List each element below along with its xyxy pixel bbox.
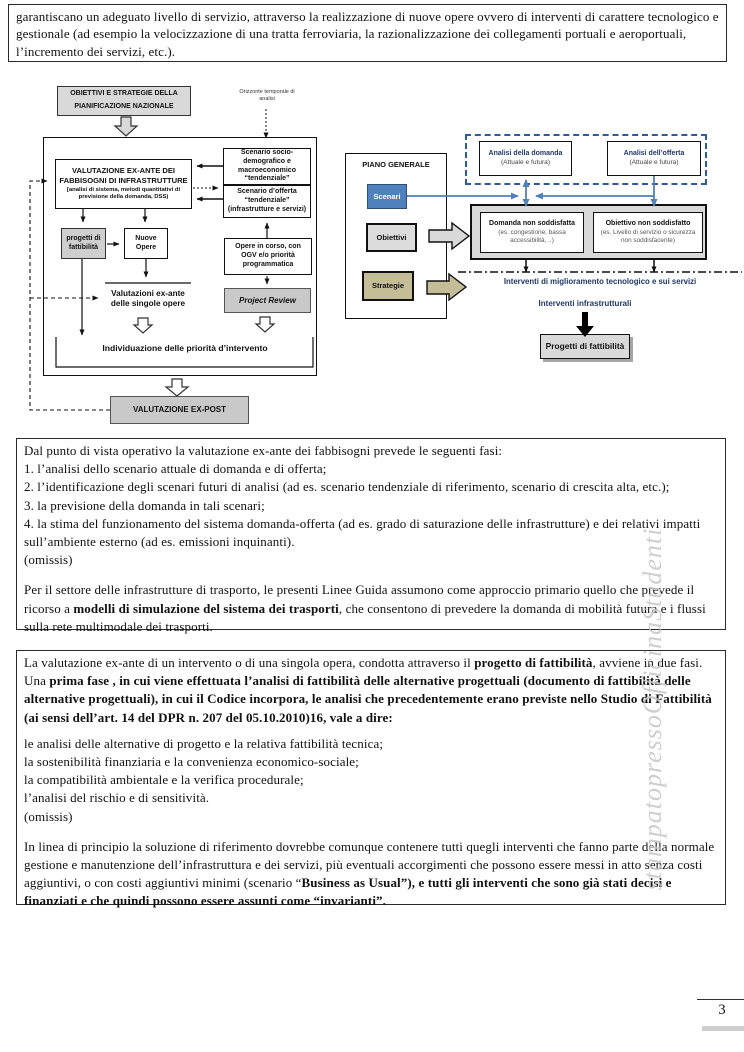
watermark-text: stampatopressoOfficinaStudenti bbox=[638, 527, 667, 891]
tech-service-improvements-label: Interventi di miglioramento tecnologico e sui servizi bbox=[503, 277, 697, 287]
feasibility-text-box bbox=[16, 650, 726, 909]
intro-text-box bbox=[8, 4, 727, 62]
unsatisfied-objective-title: Obiettivo non soddisfatto bbox=[605, 220, 691, 228]
paragraph: 2. l’identificazione degli scenari futuri di analisi (ad es. scenario tendenziale di riferimento, scenario di crescita alta, etc.); bbox=[24, 479, 670, 495]
paragraph: 3. la previsione della domanda in tali scenari; bbox=[24, 497, 265, 513]
paragraph: le analisi delle alternative di progetto e la relativa fattibilità tecnica; bbox=[24, 735, 384, 751]
scenario-socio-box: Scenario socio-demografico e macroeconomico “tendenziale” bbox=[223, 148, 311, 185]
priority-identification-label: Individuazione delle priorità d’intervento bbox=[102, 343, 268, 354]
time-horizon-label: Orizzonte temporale di analisi bbox=[239, 89, 295, 102]
scenarios-box: Scenari bbox=[367, 184, 407, 209]
unsatisfied-demand-box bbox=[480, 212, 584, 253]
demand-analysis-box bbox=[479, 141, 572, 176]
ex-ante-title: VALUTAZIONE EX-ANTE DEI FABBISOGNI DI INFRASTRUTTURE bbox=[59, 166, 188, 185]
block-arrow-down-title-icon bbox=[115, 117, 137, 136]
intro-paragraph: garantiscano un adeguato livello di servizio, attraverso la realizzazione di nuove opere ovvero di interventi di carattere tecnologico e gestionale (ad esempio la velocizzazione di una tratta ferroviaria, la razionalizzazione dei collegamenti portuali e aeroportuali, l’incremento dei servizi, etc.). bbox=[16, 9, 719, 59]
page-number: 3 bbox=[718, 1002, 726, 1018]
demand-analysis-subtitle: (Attuale e futura) bbox=[500, 158, 551, 166]
unsatisfied-objective-box bbox=[593, 212, 703, 253]
paragraph: 1. l’analisi dello scenario attuale di domanda e di offerta; bbox=[24, 461, 327, 477]
footer-shading bbox=[702, 1026, 744, 1031]
objectives-strategies-box bbox=[57, 86, 191, 116]
single-works-evaluation-label: Valutazioni ex-ante delle singole opere bbox=[110, 288, 186, 308]
paragraph: (omissis) bbox=[24, 808, 73, 824]
feasibility-projects-box: progetti di fattibilità bbox=[61, 228, 106, 259]
supply-analysis-subtitle: (Attuale e futura) bbox=[629, 158, 679, 166]
objectives-line1: OBIETTIVI E STRATEGIE DELLA bbox=[70, 90, 178, 98]
paragraph: Per il settore delle infrastrutture di trasporto, le presenti Linee Guida assumono come approccio primario quello che prevede il ricorso a modelli di simulazione del sistema dei trasporti, che consentono di prevedere la domanda di mobilità futura e i flussi sulla rete multimodale dei trasporti. bbox=[24, 582, 706, 634]
block-arrow-down-expost-icon bbox=[166, 379, 188, 396]
supply-analysis-box bbox=[607, 141, 701, 176]
project-review-box: Project Review bbox=[224, 288, 311, 313]
ex-ante-subtitle: [analisi di sistema, metodi quantitativi di previsione della domanda, DSS) bbox=[66, 187, 181, 201]
ex-post-evaluation-box: VALUTAZIONE EX-POST bbox=[110, 396, 249, 424]
paragraph: la compatibilità ambientale e la verifica procedurale; bbox=[24, 772, 304, 788]
general-plan-label: PIANO GENERALE bbox=[362, 160, 430, 169]
ex-ante-evaluation-box bbox=[55, 159, 192, 209]
unsatisfied-demand-title: Domanda non soddisfatta bbox=[489, 220, 575, 228]
paragraph: Dal punto di vista operativo la valutazione ex-ante dei fabbisogni prevede le seguenti fasi: bbox=[24, 443, 503, 458]
unsatisfied-demand-subtitle: (es. congestione, bassa accessibilità, ..) bbox=[498, 228, 566, 244]
works-in-progress-box: Opere in corso, con OGV e/o priorità programmatica bbox=[224, 238, 312, 275]
strategies-box: Strategie bbox=[362, 271, 414, 301]
paragraph: l’analisi del rischio e di sensitività. bbox=[24, 790, 210, 806]
supply-analysis-title: Analisi dell’offerta bbox=[623, 150, 685, 157]
paragraph: 4. la stima del funzionamento del sistema domanda-offerta (ad es. grado di saturazione delle infrastrutture) e dei relativi impatti sull’ambiente esterno (ad es. emissioni inquinanti). bbox=[24, 515, 701, 550]
demand-analysis-title: Analisi della domanda bbox=[488, 150, 563, 157]
feasibility-projects-output-box: Progetti di fattibilità bbox=[540, 334, 630, 359]
objectives-box: Obiettivi bbox=[366, 223, 417, 252]
unsatisfied-objective-subtitle: (es. Livello di servizio o sicurezza non soddisfacente) bbox=[600, 228, 696, 244]
scenario-offerta-box: Scenario d’offerta “tendenziale” (infrastrutture e servizi) bbox=[223, 185, 311, 218]
infrastructure-interventions-label: Interventi infrastrutturali bbox=[538, 299, 632, 308]
footer-rule bbox=[697, 999, 744, 1000]
paragraph: In linea di principio la soluzione di riferimento dovrebbe comunque contenere tutti quegli interventi che fanno parte della normale gestione e manutenzione dell’infrastruttura e dei servizi, più eventuali accorgimenti che possono essere messi in atto senza costi aggiuntivi, o con costi aggiuntivi minimi (scenario “Business as Usual”), e tutti gli interventi che sono già stati decisi e finanziati e che quindi possono essere assunti come “invarianti”. bbox=[24, 838, 715, 909]
paragraph: La valutazione ex-ante di un intervento o di una singola opera, condotta attraverso il progetto di fattibilità, avviene in due fasi. Una prima fase , in cui viene effettuata l’analisi di fattibilità delle alternative progettuali (documento di fattibilità delle alternative progettuali), in cui il Codice incorpora, le analisi che precedentemente erano previste nello Studio di Fattibilità (ai sensi dell’art. 14 del DPR n. 207 del 05.10.2010)16, vale a dire: bbox=[24, 655, 712, 725]
objectives-line2: PIANIFICAZIONE NAZIONALE bbox=[74, 103, 174, 110]
phases-text-box bbox=[16, 438, 726, 634]
paragraph: la sostenibilità finanziaria e la convenienza economico-sociale; bbox=[24, 754, 359, 770]
new-works-box: Nuove Opere bbox=[124, 228, 168, 259]
paragraph: (omissis) bbox=[24, 552, 73, 568]
